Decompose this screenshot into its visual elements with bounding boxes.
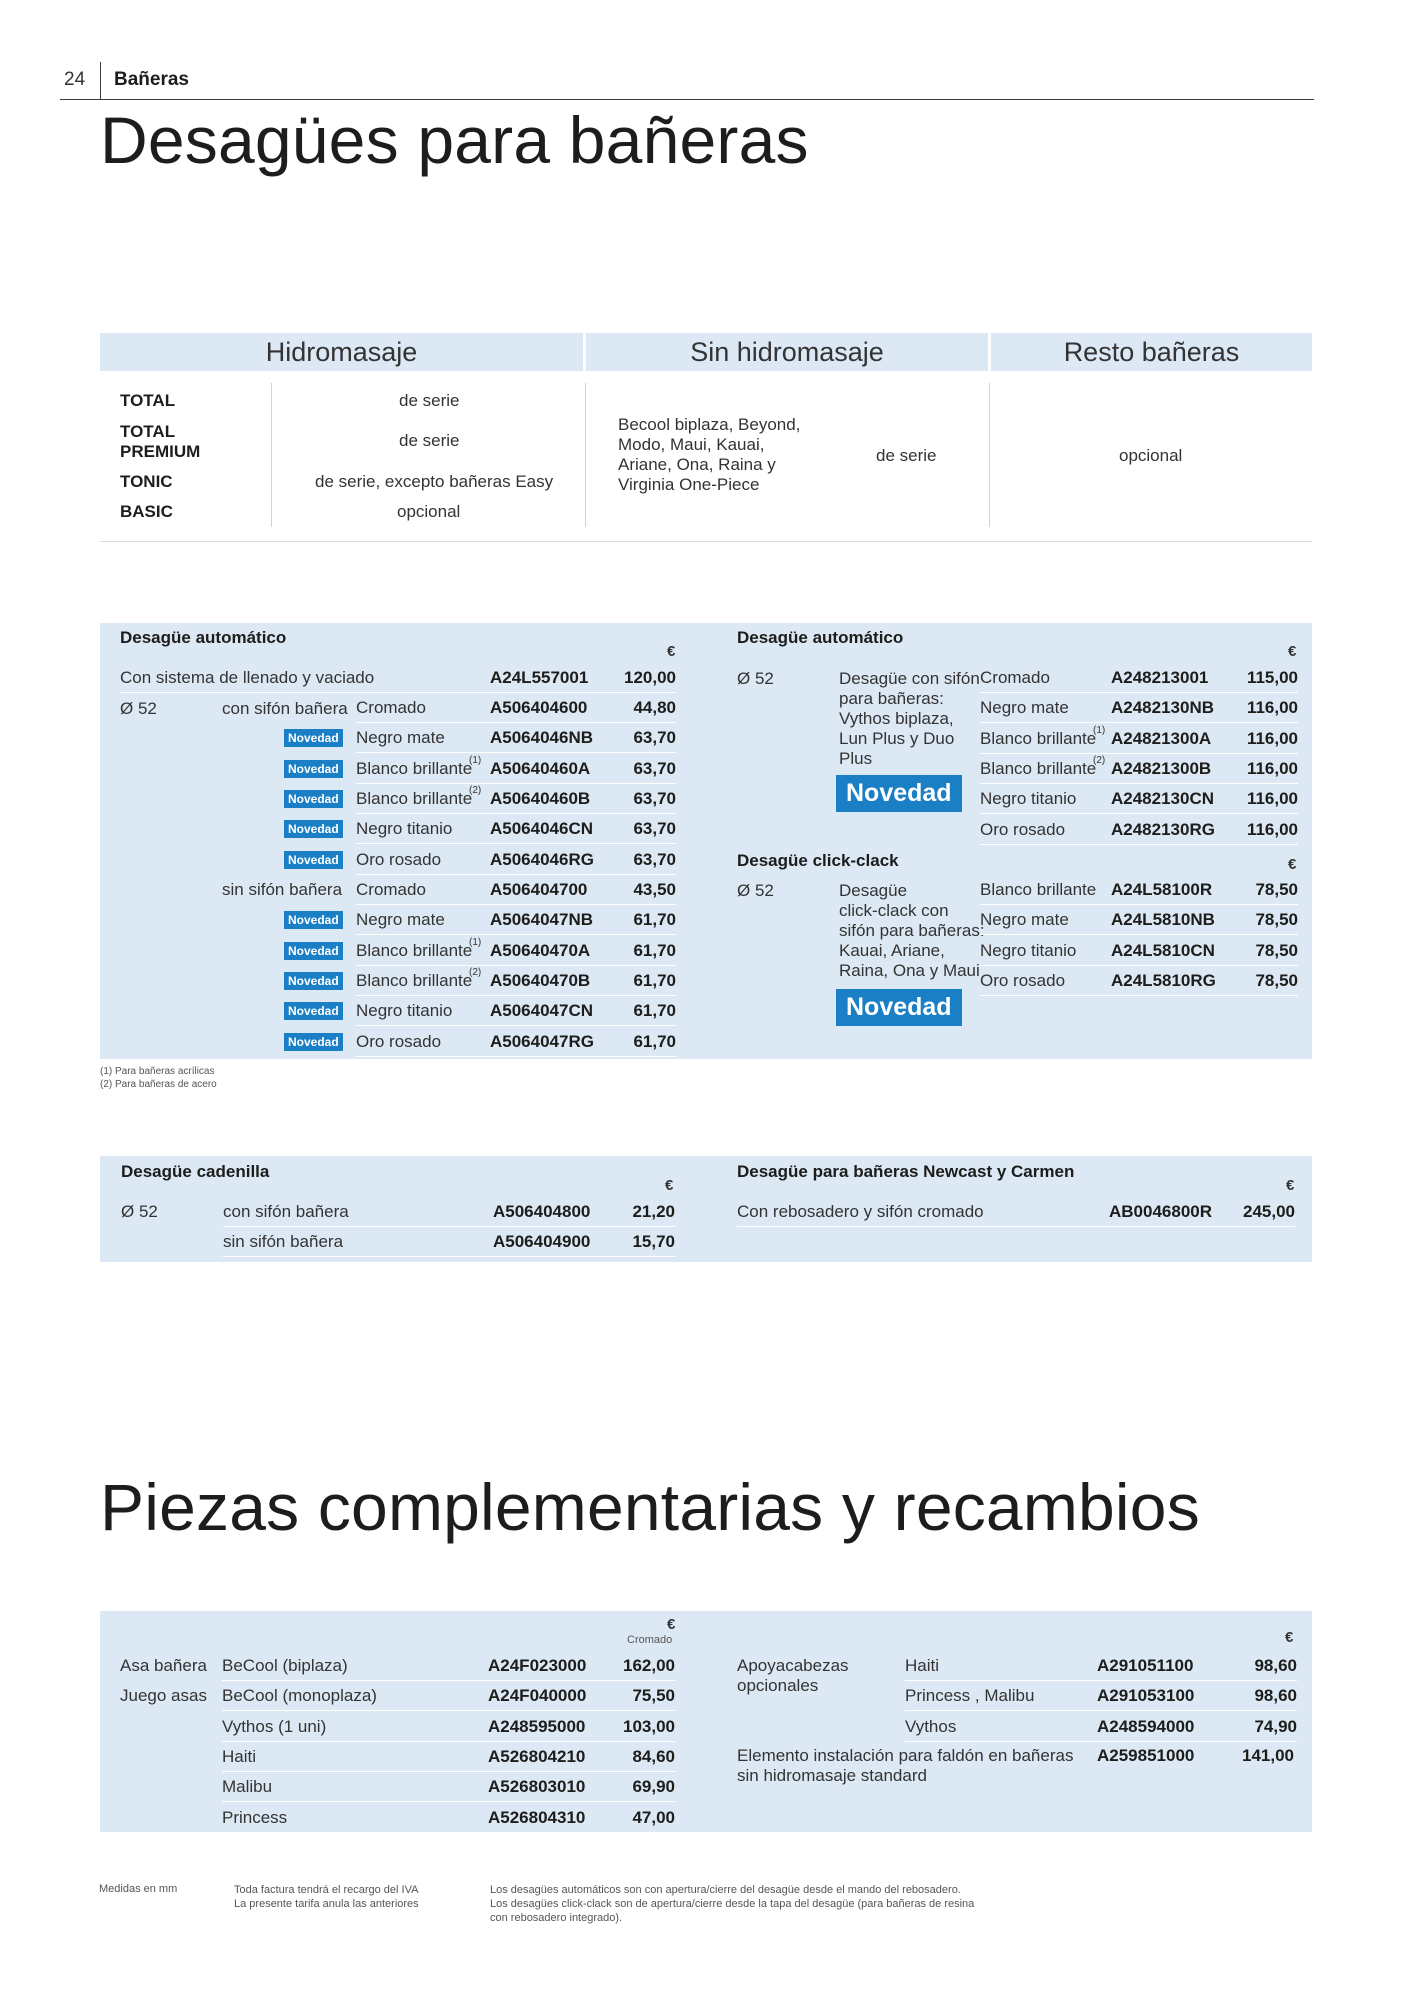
diameter-label: Ø 52	[737, 669, 774, 688]
novedad-badge: Novedad	[836, 775, 962, 812]
row-price: 61,70	[633, 1031, 676, 1051]
table-row	[223, 1227, 675, 1257]
diameter-label: Ø 52	[120, 699, 157, 718]
row-note: (2)	[1093, 754, 1106, 766]
row-code: A5064046RG	[490, 849, 594, 869]
novedad-badge: Novedad	[284, 729, 343, 747]
row-price: 75,50	[632, 1686, 675, 1706]
section-title: Piezas complementarias y recambios	[100, 1470, 1200, 1544]
section-name: Bañeras	[114, 69, 189, 90]
row-price: 61,70	[633, 910, 676, 930]
newcast-title: Desagüe para bañeras Newcast y Carmen	[737, 1162, 1075, 1181]
table-row	[980, 936, 1298, 966]
parts-right-category: Apoyacabezas opcionales	[737, 1656, 849, 1695]
novedad-badge: Novedad	[284, 820, 343, 838]
row-finish: Blanco brillante	[356, 940, 473, 960]
row-code: A24L5810RG	[1111, 970, 1216, 990]
row-finish: Blanco brillante	[356, 788, 473, 808]
row-finish: Oro rosado	[356, 1031, 442, 1051]
novedad-badge: Novedad	[284, 942, 343, 960]
footer-units: Medidas en mm	[99, 1883, 178, 1895]
group-label: con sifón bañera	[222, 699, 348, 718]
row-code: A50640460B	[490, 788, 591, 808]
compat-divider	[585, 383, 586, 527]
table-row	[288, 936, 676, 966]
row-code: A24L5810CN	[1111, 940, 1215, 960]
extra-desc: Elemento instalación para faldón en bañeras sin hidromasaje standard	[737, 1746, 1074, 1785]
auto-right-title: Desagüe automático	[737, 628, 904, 647]
row-code: A5064046NB	[490, 728, 594, 748]
row-price: 116,00	[1246, 819, 1298, 839]
table-row	[222, 1712, 675, 1742]
table-row	[222, 1742, 675, 1772]
row-finish: Negro mate	[356, 728, 445, 748]
table-row	[288, 905, 676, 935]
table-row	[356, 875, 676, 905]
row-finish: Negro mate	[980, 698, 1069, 718]
compat-row-name: BASIC	[120, 502, 173, 521]
row-price: 78,50	[1255, 910, 1298, 930]
compat-row-value: de serie, excepto bañeras Easy	[315, 472, 554, 491]
row-finish: Negro mate	[356, 910, 445, 930]
row-price: 78,50	[1255, 970, 1298, 990]
row-model: Princess	[222, 1807, 288, 1827]
row-price: 103,00	[623, 1716, 675, 1736]
row-price: 116,00	[1246, 758, 1298, 778]
compat-row-value: de serie	[399, 431, 460, 450]
row-model: Malibu	[222, 1777, 273, 1797]
euro-sub: Cromado	[627, 1634, 673, 1646]
table-row	[288, 996, 676, 1026]
table-row	[288, 845, 676, 875]
footer-notes: Los desagües automáticos son con apertura/cierre del desagüe desde el mando del rebosadero. Los desagües click-clack son de apertura/cierre desde la tapa del desagüe (para bañeras de resina con rebosadero integrado).	[490, 1884, 975, 1924]
row-finish: Blanco brillante	[356, 970, 473, 990]
compat-row-value: de serie	[399, 391, 460, 410]
row-finish: Negro titanio	[980, 789, 1077, 809]
row-price: 47,00	[632, 1807, 675, 1827]
row-code: A506404900	[493, 1232, 591, 1251]
euro-header: €	[1285, 1629, 1294, 1646]
row-finish: Blanco brillante	[980, 758, 1097, 778]
compat-sin-value: de serie	[876, 446, 937, 465]
row-price: 63,70	[633, 849, 676, 869]
euro-header: €	[1288, 856, 1297, 873]
row-code: A24L557001	[490, 668, 589, 687]
row-code: A526804210	[488, 1746, 586, 1766]
row-price: 116,00	[1246, 698, 1298, 718]
row-category: Juego asas	[120, 1686, 207, 1706]
novedad-badge: Novedad	[284, 911, 343, 929]
row-code: A50640460A	[490, 758, 591, 778]
table-row	[980, 784, 1298, 814]
header-separator	[100, 62, 101, 99]
row-price: 115,00	[1246, 668, 1298, 687]
euro-header: €	[667, 1616, 676, 1633]
table-row	[980, 815, 1298, 845]
row-desc: Con sistema de llenado y vaciado	[120, 668, 375, 687]
row-price: 74,90	[1254, 1716, 1297, 1736]
row-code: A24L58100R	[1111, 880, 1213, 899]
row-code: A24L5810NB	[1111, 910, 1215, 930]
row-price: 78,50	[1255, 880, 1298, 899]
row-finish: Oro rosado	[980, 819, 1066, 839]
table-row	[980, 663, 1298, 693]
row-code: A506404700	[490, 880, 588, 899]
compat-row-name: TOTAL	[120, 391, 176, 410]
row-desc: con sifón bañera	[223, 1202, 349, 1221]
compat-row-name: TONIC	[120, 472, 173, 491]
row-finish: Cromado	[356, 698, 426, 717]
compat-row-name: TOTAL PREMIUM	[120, 422, 201, 461]
table-row	[356, 693, 676, 723]
row-category: Asa bañera	[120, 1656, 207, 1675]
footnote: (2) Para bañeras de acero	[100, 1079, 217, 1090]
table-row	[980, 724, 1298, 754]
row-price: 43,50	[633, 880, 676, 899]
row-price: 120,00	[624, 668, 676, 687]
row-code: A50640470A	[490, 940, 591, 960]
row-code: A2482130CN	[1111, 789, 1215, 809]
row-price: 84,60	[632, 1746, 675, 1766]
row-finish: Blanco brillante	[356, 758, 473, 778]
table-row	[288, 814, 676, 844]
row-price: 245,00	[1243, 1202, 1295, 1221]
row-code: A2482130NB	[1111, 698, 1215, 718]
row-finish: Negro titanio	[980, 940, 1077, 960]
row-finish: Oro rosado	[356, 849, 442, 869]
compat-divider	[271, 383, 272, 527]
extra-code: A259851000	[1097, 1746, 1195, 1765]
row-price: 61,70	[633, 1001, 676, 1021]
table-row	[223, 1197, 675, 1227]
row-model: BeCool (monoplaza)	[222, 1686, 377, 1706]
row-model: Haiti	[222, 1746, 257, 1766]
compat-resto-value: opcional	[1119, 446, 1183, 465]
row-price: 63,70	[633, 819, 676, 839]
row-code: A526803010	[488, 1777, 586, 1797]
row-price: 162,00	[623, 1656, 675, 1675]
diameter-label: Ø 52	[121, 1202, 158, 1221]
table-row	[288, 784, 676, 814]
row-price: 15,70	[632, 1232, 675, 1251]
row-desc: Con rebosadero y sifón cromado	[737, 1202, 984, 1221]
row-finish: Blanco brillante	[980, 728, 1097, 748]
header-rule	[60, 99, 1314, 100]
row-price: 61,70	[633, 970, 676, 990]
row-model: Princess , Malibu	[905, 1686, 1035, 1706]
group-label: sin sifón bañera	[222, 880, 343, 899]
table-row	[222, 1681, 675, 1711]
novedad-badge: Novedad	[836, 989, 962, 1026]
row-code: A506404600	[490, 698, 588, 717]
row-code: A506404800	[493, 1202, 591, 1221]
row-code: AB0046800R	[1109, 1202, 1213, 1221]
row-code: A248594000	[1097, 1716, 1195, 1736]
row-code: A24F040000	[488, 1686, 587, 1706]
novedad-badge: Novedad	[284, 851, 343, 869]
compat-divider	[989, 383, 990, 527]
clickclack-title: Desagüe click-clack	[737, 851, 899, 870]
row-price: 98,60	[1254, 1686, 1297, 1706]
cadenilla-title: Desagüe cadenilla	[121, 1162, 270, 1181]
row-price: 78,50	[1255, 940, 1298, 960]
table-row	[980, 754, 1298, 784]
row-note: (1)	[1093, 724, 1106, 736]
table-row	[905, 1712, 1297, 1742]
auto-left-title: Desagüe automático	[120, 628, 287, 647]
row-note: (2)	[469, 784, 482, 796]
table-row	[905, 1651, 1297, 1681]
compat-header-hidro: Hidromasaje	[100, 333, 583, 371]
novedad-badge: Novedad	[284, 760, 343, 778]
novedad-badge: Novedad	[284, 1033, 343, 1051]
extra-price: 141,00	[1242, 1746, 1294, 1765]
table-row	[222, 1803, 675, 1833]
compat-bottom-rule	[100, 541, 1312, 542]
table-row	[737, 1197, 1295, 1227]
row-price: 116,00	[1246, 728, 1298, 748]
row-finish: Cromado	[980, 668, 1050, 687]
row-code: A5064047RG	[490, 1031, 594, 1051]
row-price: 98,60	[1254, 1656, 1297, 1675]
row-note: (1)	[469, 936, 482, 948]
table-row	[288, 1027, 676, 1057]
row-price: 69,90	[632, 1777, 675, 1797]
table-row	[980, 905, 1298, 935]
table-row	[980, 875, 1298, 905]
compat-header-sin: Sin hidromasaje	[586, 333, 988, 371]
row-code: A5064046CN	[490, 819, 594, 839]
row-price: 44,80	[633, 698, 676, 717]
page-number: 24	[64, 69, 86, 90]
row-model: Haiti	[905, 1656, 940, 1675]
table-row	[222, 1772, 675, 1802]
table-row	[120, 663, 676, 693]
row-code: A2482130RG	[1111, 819, 1215, 839]
table-row	[222, 1651, 675, 1681]
table-row	[980, 693, 1298, 723]
compat-header-resto: Resto bañeras	[991, 333, 1312, 371]
row-note: (2)	[469, 966, 482, 978]
euro-header: €	[1288, 643, 1297, 660]
row-price: 63,70	[633, 758, 676, 778]
table-row	[980, 966, 1298, 996]
row-code: A24F023000	[488, 1656, 587, 1675]
row-code: A24821300A	[1111, 728, 1212, 748]
euro-header: €	[1286, 1177, 1295, 1194]
table-row	[288, 723, 676, 753]
novedad-badge: Novedad	[284, 972, 343, 990]
row-price: 21,20	[632, 1202, 675, 1221]
row-code: A248595000	[488, 1716, 586, 1736]
compat-sin-models: Becool biplaza, Beyond, Modo, Maui, Kauai, Ariane, Ona, Raina y Virginia One-Piece	[618, 415, 801, 494]
row-model: Vythos (1 uni)	[222, 1716, 327, 1736]
page-title: Desagües para bañeras	[100, 103, 809, 177]
novedad-badge: Novedad	[284, 790, 343, 808]
row-model: BeCool (biplaza)	[222, 1656, 348, 1675]
euro-header: €	[665, 1177, 674, 1194]
row-model: Vythos	[905, 1716, 957, 1736]
row-price: 63,70	[633, 728, 676, 748]
row-price: 63,70	[633, 788, 676, 808]
row-finish: Blanco brillante	[980, 880, 1097, 899]
row-code: A24821300B	[1111, 758, 1212, 778]
row-finish: Cromado	[356, 880, 426, 899]
footer-tax: Toda factura tendrá el recargo del IVA La presente tarifa anula las anteriores	[234, 1884, 419, 1910]
novedad-badge: Novedad	[284, 1002, 343, 1020]
row-desc: sin sifón bañera	[223, 1232, 344, 1251]
compat-row-value: opcional	[397, 502, 461, 521]
row-finish: Negro titanio	[356, 819, 453, 839]
row-code: A5064047NB	[490, 910, 594, 930]
row-price: 61,70	[633, 940, 676, 960]
euro-header: €	[667, 643, 676, 660]
row-code: A291053100	[1097, 1686, 1195, 1706]
auto-right-desc: Desagüe con sifón para bañeras: Vythos biplaza, Lun Plus y Duo Plus	[839, 669, 980, 768]
diameter-label: Ø 52	[737, 881, 774, 900]
row-code: A5064047CN	[490, 1001, 594, 1021]
row-price: 116,00	[1246, 789, 1298, 809]
row-code: A50640470B	[490, 970, 591, 990]
row-note: (1)	[469, 754, 482, 766]
table-row	[288, 966, 676, 996]
row-code: A291051100	[1097, 1656, 1194, 1675]
row-finish: Negro titanio	[356, 1001, 453, 1021]
row-finish: Negro mate	[980, 910, 1069, 930]
table-row	[905, 1681, 1297, 1711]
footnote: (1) Para bañeras acrílicas	[100, 1066, 215, 1077]
row-finish: Oro rosado	[980, 970, 1066, 990]
row-code: A526804310	[488, 1807, 586, 1827]
clickclack-desc: Desagüe click-clack con sifón para bañeras: Kauai, Ariane, Raina, Ona y Maui	[839, 881, 985, 980]
row-code: A248213001	[1111, 668, 1209, 687]
table-row	[288, 754, 676, 784]
